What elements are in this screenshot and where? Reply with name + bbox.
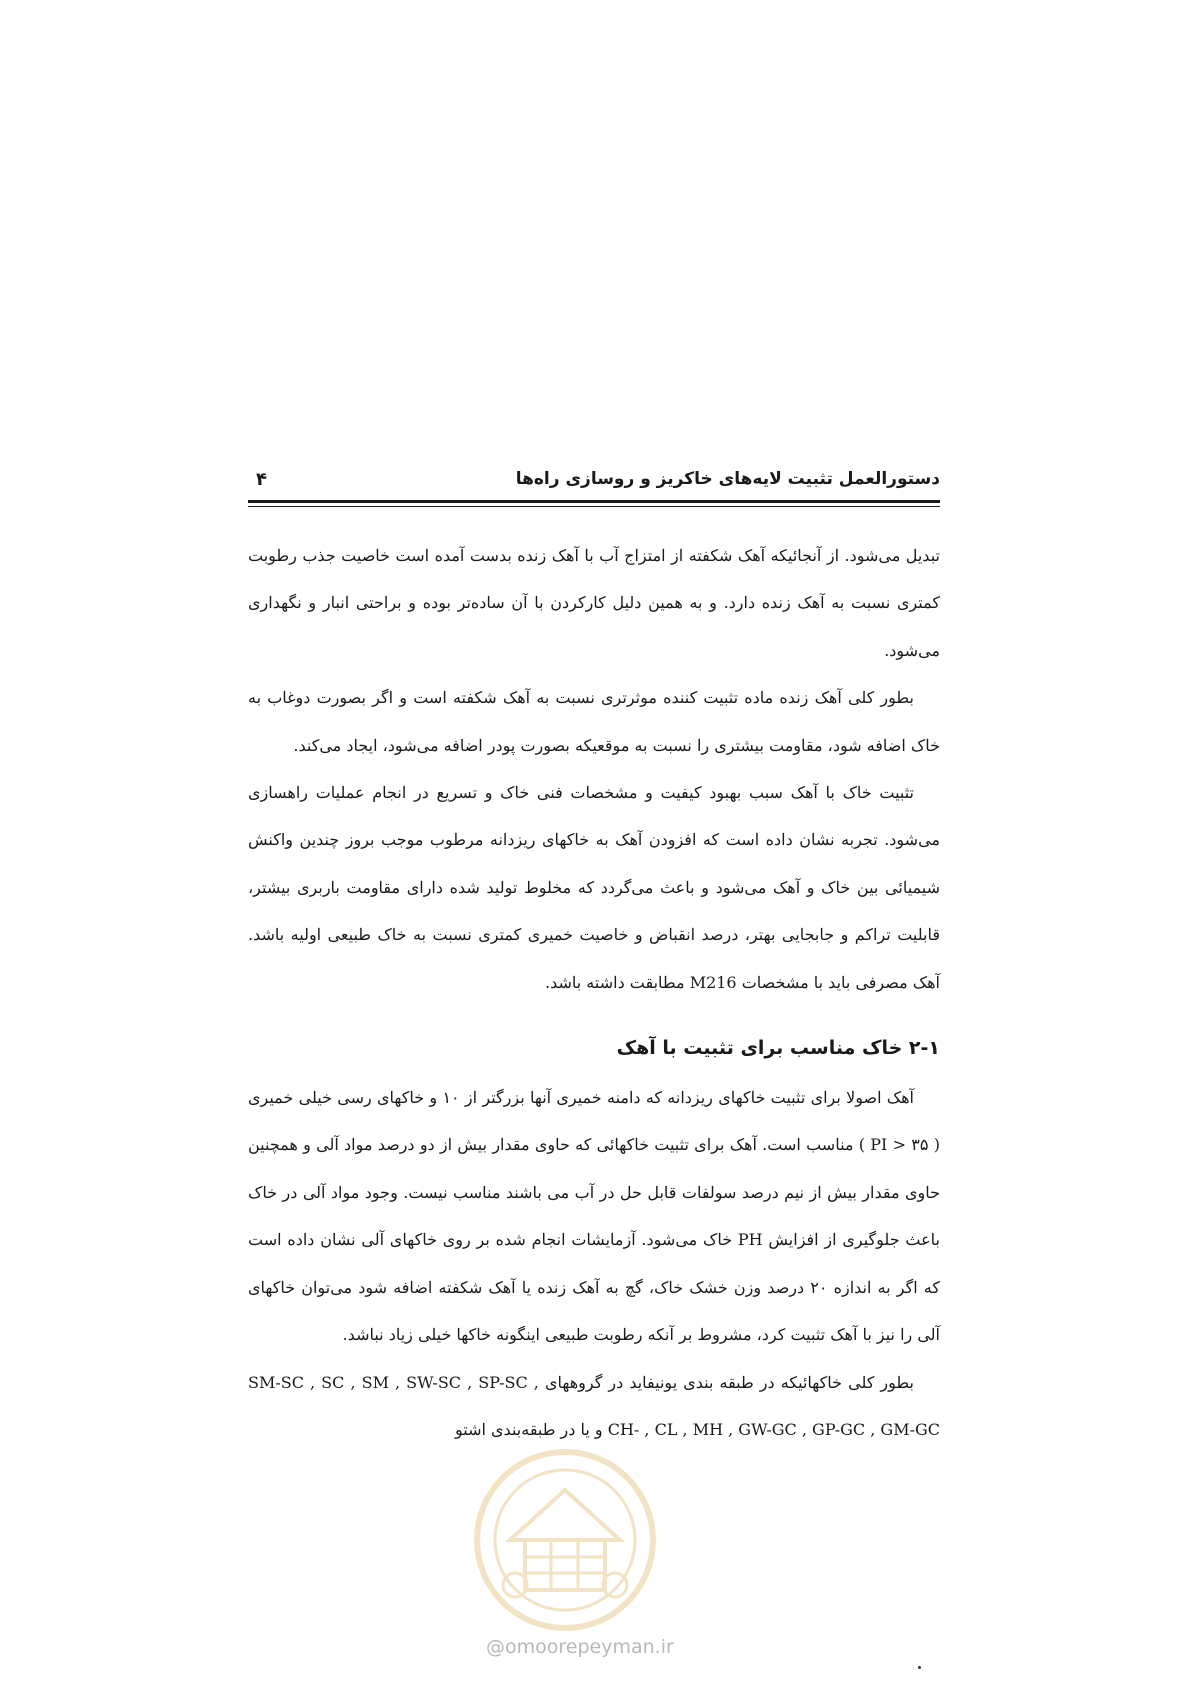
page-dot [918, 1666, 921, 1669]
section-heading: ۲-۱ خاک مناسب برای تثبیت با آهک [616, 1037, 940, 1060]
header-rule-thick [248, 500, 940, 503]
paragraph-4: آهک اصولا برای تثبیت خاکهای ریزدانه که دامنه خمیری آنها بزرگتر از ۱۰ و خاکهای رسی خیلی خمیری ( PI > ۳۵ ) مناسب است. آهک برای تثبیت خاکهائی که حاوی مقدار بیش از دو درصد مواد آلی و همچنین حاوی مقدار بیش از نیم درصد سولفات قابل حل در آب می باشند مناسب نیست. وجود مواد آلی در خاک باعث جلوگیری از افزایش PH خاک می‌شود. آزمایشات انجام شده بر روی خاکهای آلی نشان داده است که اگر به اندازه ۲۰ درصد وزن خشک خاک، گچ به آهک زنده یا آهک شکفته اضافه شود می‌توان خاکهای آلی را نیز با آهک تثبیت کرد، مشروط بر آنکه رطوبت طبیعی اینگونه خاکها خیلی زیاد نباشد. [248, 1088, 940, 1345]
paragraph-3: تثبیت خاک با آهک سبب بهبود کیفیت و مشخصات فنی خاک و تسریع در انجام عملیات راهسازی می‌شود. تجربه نشان داده است که افزودن آهک به خاکهای ریزدانه مرطوب موجب بروز چندین واکنش شیمیائی بین خاک و آهک می‌شود و باعث می‌گردد که مخلوط تولید شده دارای مقاومت باربری بیشتر، قابلیت تراکم و جابجایی بهتر، درصد انقباض و خاصیت خمیری کمتری نسبت به خاک طبیعی اولیه باشد. آهک مصرفی باید با مشخصات M216 مطابقت داشته باشد. [248, 783, 940, 992]
watermark-seal-icon [470, 1445, 660, 1635]
paragraph-2: بطور کلی آهک زنده ماده تثبیت کننده موثرتری نسبت به آهک شکفته است و اگر بصورت دوغاب به خاک اضافه شود، مقاومت بیشتری را نسبت به موقعیکه بصورت پودر اضافه می‌شود، ایجاد می‌کند. [248, 688, 940, 755]
running-header [248, 467, 940, 501]
header-rule-thin [248, 506, 940, 507]
paragraph-5: بطور کلی خاکهائیکه در طبقه بندی یونیفاید در گروههای SM-SC , SC , SM , SW-SC , SP-SC , CH- , CL , MH , GW-GC , GP-GC , GM-GC و یا در طبقه‌بندی اشتو [248, 1372, 940, 1439]
page-number: ۴ [256, 469, 267, 490]
paragraph-1: تبدیل می‌شود. از آنجائیکه آهک شکفته از امتزاج آب با آهک زنده بدست آمده است خاصیت جذب رطوبت کمتری نسبت به آهک زنده دارد. و به همین دلیل کارکردن با آن ساده‌تر بوده و براحتی انبار و نگهداری می‌شود. [248, 546, 940, 660]
header-title: دستورالعمل تثبیت لایه‌های خاکریز و روسازی راه‌ها [515, 469, 940, 489]
footer-url: @omoorepeyman.ir [486, 1636, 674, 1658]
body-text [248, 532, 940, 1453]
